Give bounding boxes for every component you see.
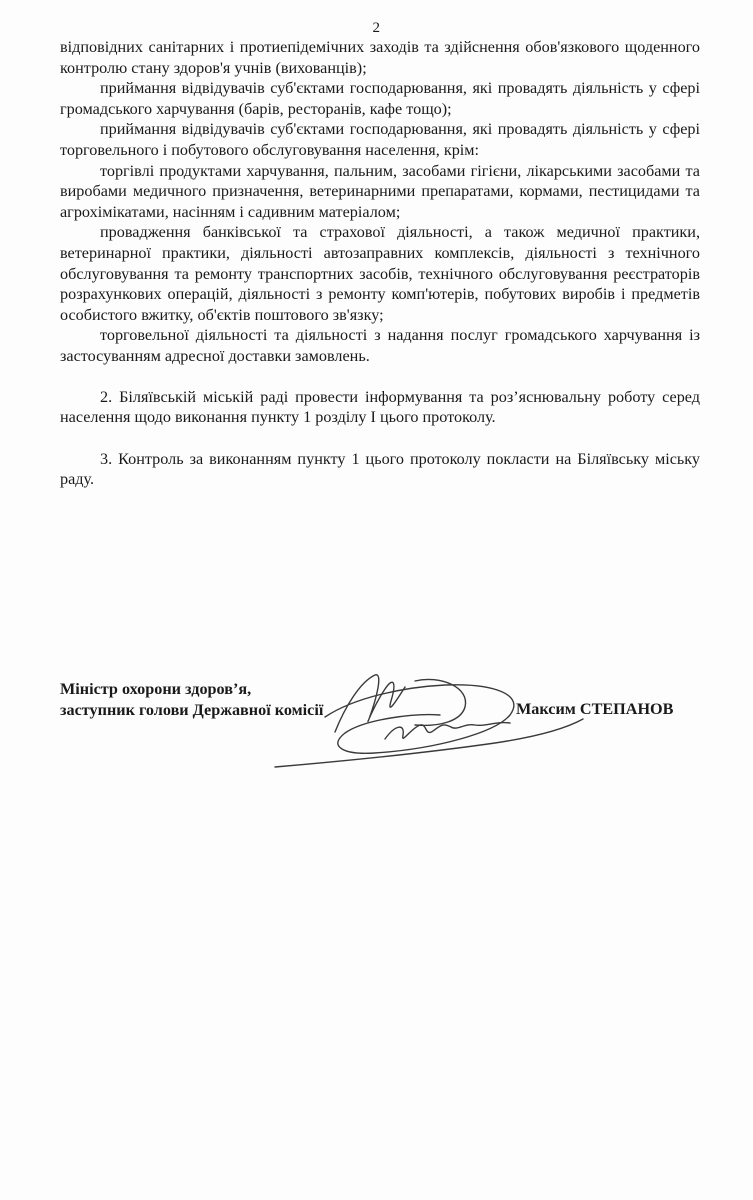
paragraph-8: 3. Контроль за виконанням пункту 1 цього протоколу покласти на Біляївську міську раду. — [60, 449, 700, 489]
paragraph-3: приймання відвідувачів суб'єктами господарювання, які провадять діяльність у сфері торговельного і побутового обслуговування населення, крім: — [60, 120, 700, 159]
signature-stroke-3 — [325, 685, 514, 754]
handwritten-signature — [265, 667, 585, 777]
paragraph-4: торгівлі продуктами харчування, пальним, засобами гігієни, лікарськими засобами та виробами медичного призначення, ветеринарними препаратами, кормами, пестицидами та агрохімікатами, насінням і садивним матеріалом; — [60, 161, 700, 221]
signer-title-line-2: заступник голови Державної комісії — [60, 700, 324, 719]
signature-stroke-4 — [385, 723, 510, 739]
signature-stroke-1 — [335, 675, 405, 732]
signature-block — [60, 675, 700, 785]
paragraph-1: відповідних санітарних і протиепідемічних заходів та здійснення обов'язкового щоденного контролю стану здоров'я учнів (вихованців); — [60, 38, 700, 77]
body-text — [60, 37, 700, 490]
signer-title-line-1: Міністр охорони здоров’я, — [60, 680, 252, 698]
signer-name: Максим СТЕПАНОВ — [516, 700, 674, 718]
paragraph-6: торговельної діяльності та діяльності з надання послуг громадського харчування із застосуванням адресної доставки замовлень. — [60, 326, 700, 365]
page-number: 2 — [372, 20, 381, 36]
paragraph-7: 2. Біляївській міській раді провести інформування та роз’яснювальну роботу серед населення щодо виконання пункту 1 розділу І цього протоколу. — [60, 387, 700, 427]
paragraph-5: провадження банківської та страхової діяльності, а також медичної практики, ветеринарної практики, діяльності автозаправних комплексів, діяльності з технічного обслуговування та ремонту транспортних засобів, технічного обслуговування реєстраторів розрахункових операцій, діяльності з ремонту комп'ютерів, побутових виробів і предметів особистого вжитку, об'єктів поштового зв'язку; — [60, 223, 700, 324]
paragraph-2: приймання відвідувачів суб'єктами господарювання, які провадять діяльність у сфері громадського харчування (барів, ресторанів, кафе тощо); — [60, 79, 700, 118]
signature-stroke-5 — [275, 719, 583, 767]
